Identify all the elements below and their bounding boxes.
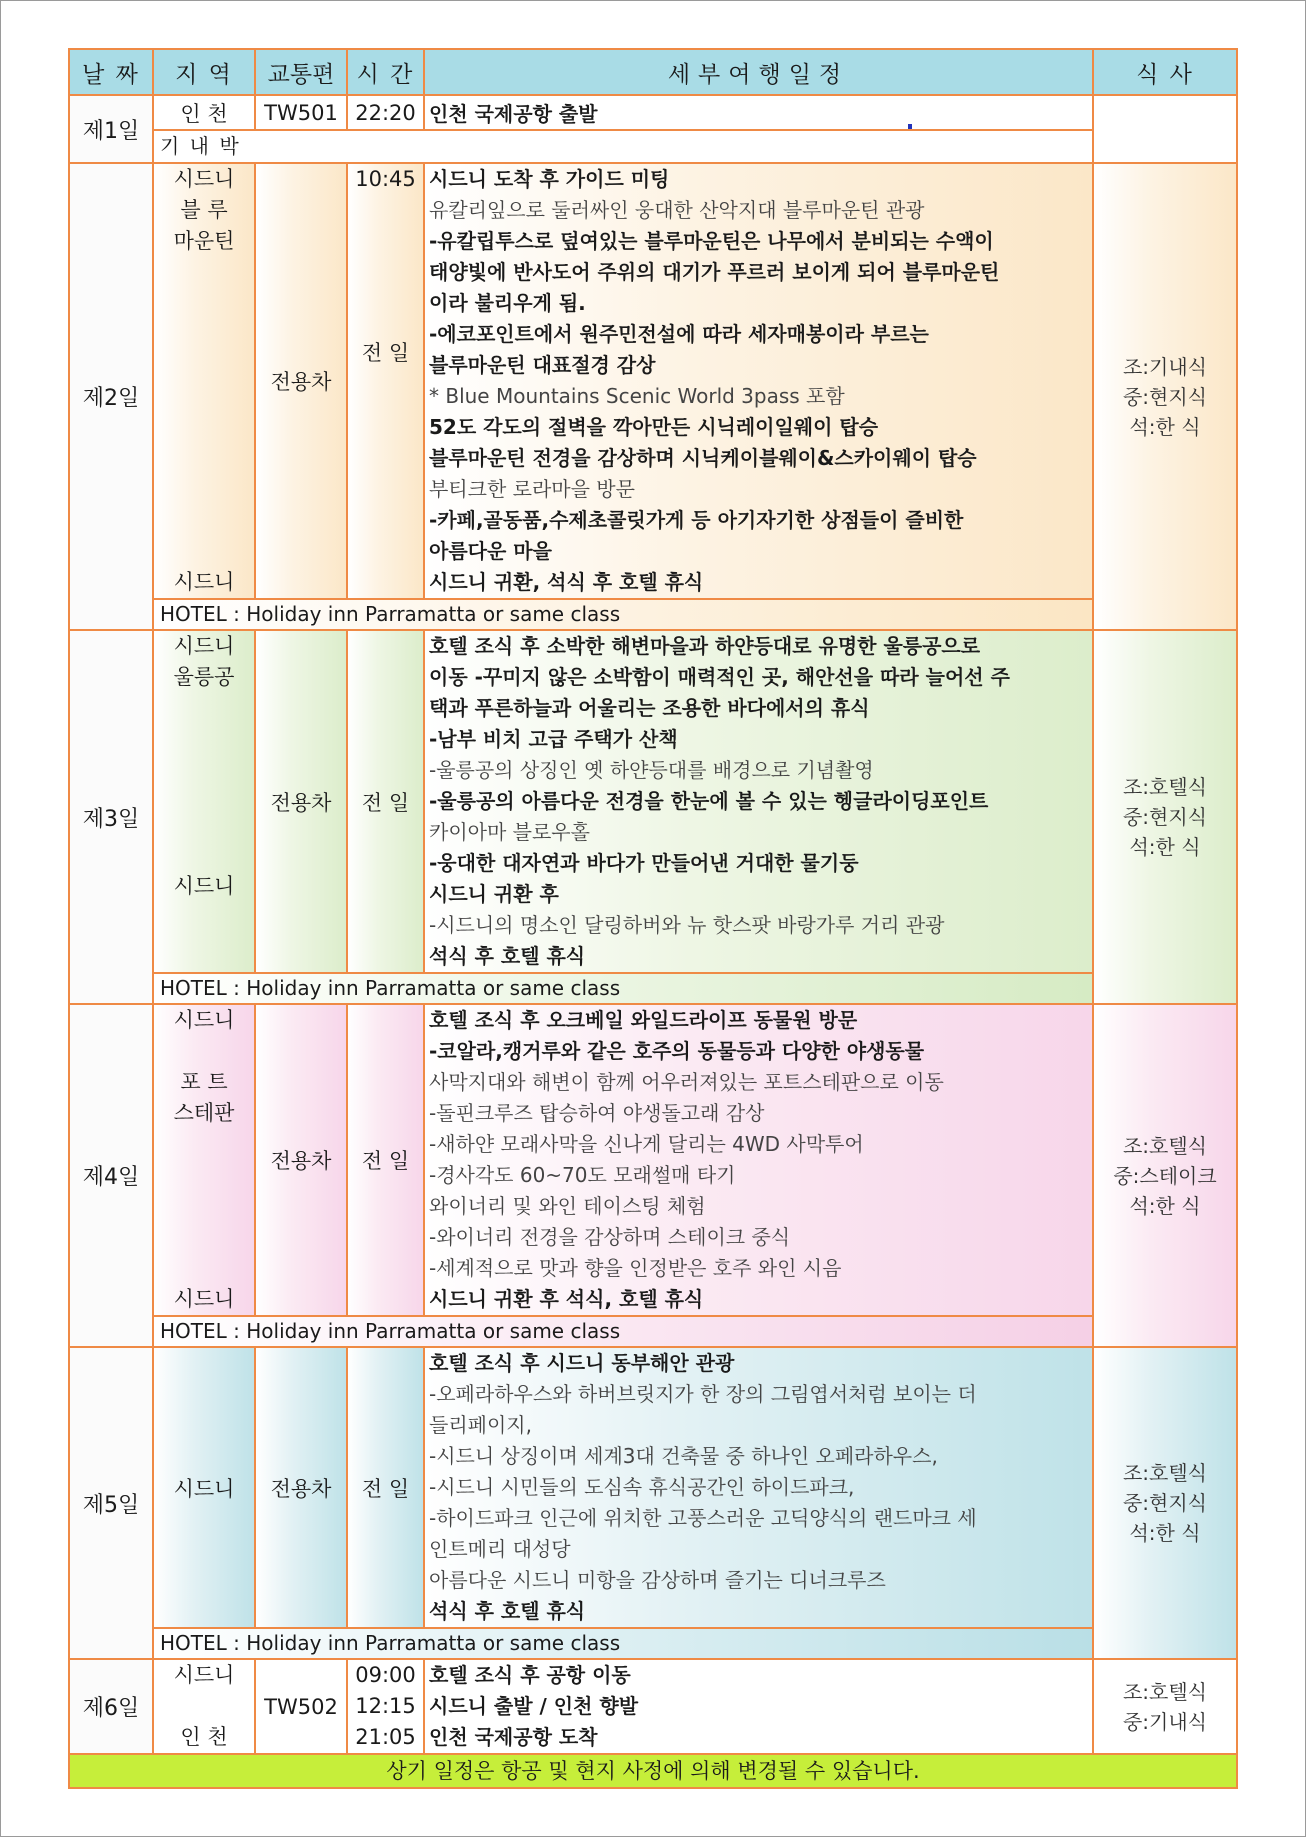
day6-row xyxy=(69,1659,1237,1754)
header-region: 지 역 xyxy=(153,49,255,95)
day3-line: 호텔 조식 후 소박한 해변마을과 하얀등대로 유명한 울릉공으로 xyxy=(429,634,981,658)
day5-line: 인트메리 대성당 xyxy=(429,1537,571,1561)
day4-meal xyxy=(1093,1004,1237,1347)
day6-label: 제6일 xyxy=(69,1659,153,1754)
day6-time: 09:00 xyxy=(355,1663,416,1687)
day2-time xyxy=(347,163,424,599)
day1-sleep: 기 내 박 xyxy=(153,130,1093,163)
day6-time: 21:05 xyxy=(355,1725,416,1749)
day2-meal-lunch: 중:현지식 xyxy=(1122,384,1208,409)
day5-hotel: HOTEL : Holiday inn Parramatta or same class xyxy=(153,1628,1093,1659)
day1-row xyxy=(69,95,1237,130)
day6-region-3: 인 천 xyxy=(180,1725,228,1749)
day6-region xyxy=(153,1659,255,1754)
day2-region xyxy=(153,163,255,599)
day3-line: -웅대한 대자연과 바다가 만들어낸 거대한 물기둥 xyxy=(429,851,859,875)
day3-row xyxy=(69,630,1237,973)
day1-time: 22:20 xyxy=(347,95,424,130)
day6-line: 호텔 조식 후 공항 이동 xyxy=(429,1663,631,1687)
day4-line: -경사각도 60~70도 모래썰매 타기 xyxy=(429,1163,736,1187)
day4-line: 시드니 귀환 후 석식, 호텔 휴식 xyxy=(429,1287,704,1311)
day3-region-2: 울릉공 xyxy=(173,665,235,689)
day5-line: 석식 후 호텔 휴식 xyxy=(429,1599,586,1623)
day2-row xyxy=(69,163,1237,599)
day4-hotel-row xyxy=(69,1316,1237,1347)
header-meal: 식 사 xyxy=(1093,49,1237,95)
day2-transport: 전용차 xyxy=(255,163,347,599)
day3-meal-breakfast: 조:호텔식 xyxy=(1122,775,1208,799)
day4-hotel: HOTEL : Holiday inn Parramatta or same class xyxy=(153,1316,1093,1347)
day3-region-end: 시드니 xyxy=(173,874,235,898)
day2-line: 부티크한 로라마을 방문 xyxy=(429,477,635,501)
day3-line: 이동 -꾸미지 않은 소박함이 매력적인 곳, 해안선을 따라 늘어선 주 xyxy=(429,665,1010,689)
day2-region-1: 시드니 xyxy=(173,167,235,191)
day3-meal-dinner: 석:한 식 xyxy=(1129,835,1201,859)
day1-sleep-row xyxy=(69,130,1237,163)
day6-times xyxy=(347,1659,424,1754)
day5-meal-lunch: 중:현지식 xyxy=(1122,1491,1208,1515)
day4-line: -와이너리 전경을 감상하며 스테이크 중식 xyxy=(429,1225,791,1249)
notice-text: 상기 일정은 항공 및 현지 사정에 의해 변경될 수 있습니다. xyxy=(69,1754,1237,1788)
day5-time: 전 일 xyxy=(347,1347,424,1628)
day4-region-1: 시드니 xyxy=(173,1008,235,1032)
day2-line: 시드니 도착 후 가이드 미팅 xyxy=(429,167,670,191)
day2-line: 블루마운틴 대표절경 감상 xyxy=(429,353,656,377)
day4-line: 호텔 조식 후 오크베일 와일드라이프 동물원 방문 xyxy=(429,1008,858,1032)
day5-detail xyxy=(424,1347,1093,1628)
day5-label: 제5일 xyxy=(69,1347,153,1659)
day2-line: 시드니 귀환, 석식 후 호텔 휴식 xyxy=(429,570,704,594)
day2-hotel-row xyxy=(69,599,1237,630)
day5-line: -시드니 상징이며 세계3대 건축물 중 하나인 오페라하우스, xyxy=(429,1444,938,1468)
day3-line: 시드니 귀환 후 xyxy=(429,882,559,906)
day1-region: 인 천 xyxy=(153,95,255,130)
day3-time: 전 일 xyxy=(347,630,424,973)
day5-line: 아름다운 시드니 미항을 감상하며 즐기는 디너크루즈 xyxy=(429,1568,886,1592)
itinerary-table xyxy=(68,48,1238,1789)
day1-flight: TW501 xyxy=(255,95,347,130)
day4-time: 전 일 xyxy=(347,1004,424,1316)
day6-time: 12:15 xyxy=(355,1694,416,1718)
day4-region-3: 포 트 xyxy=(180,1070,228,1094)
day6-line: 시드니 출발 / 인천 향발 xyxy=(429,1694,639,1718)
day4-line: 사막지대와 해변이 함께 어우러져있는 포트스테판으로 이동 xyxy=(429,1070,944,1094)
header-transport: 교통편 xyxy=(255,49,347,95)
day3-line: -울릉공의 상징인 옛 하얀등대를 배경으로 기념촬영 xyxy=(429,758,874,782)
header-detail: 세부여행일정 xyxy=(424,49,1093,95)
day4-line: -세계적으로 맛과 향을 인정받은 호주 와인 시음 xyxy=(429,1256,842,1280)
day2-meal-breakfast: 조:기내식 xyxy=(1122,354,1208,379)
day1-label: 제1일 xyxy=(69,95,153,163)
day4-region xyxy=(153,1004,255,1316)
day2-line: -카페,골동품,수제초콜릿가게 등 아기자기한 상점들이 즐비한 xyxy=(429,508,964,532)
day2-line: * Blue Mountains Scenic World 3pass 포함 xyxy=(429,384,845,408)
day4-region-2 xyxy=(154,1036,254,1067)
day4-label: 제4일 xyxy=(69,1004,153,1347)
day4-detail xyxy=(424,1004,1093,1316)
day2-line: 아름다운 마을 xyxy=(429,539,552,563)
day5-meal-breakfast: 조:호텔식 xyxy=(1122,1461,1208,1485)
day3-region-1: 시드니 xyxy=(173,634,235,658)
day2-region-end: 시드니 xyxy=(173,570,235,594)
day2-region-2: 블 루 xyxy=(180,198,228,222)
day4-row xyxy=(69,1004,1237,1316)
header-date: 날 짜 xyxy=(69,49,153,95)
day5-line: 들리페이지, xyxy=(429,1413,532,1437)
day4-line: 와이너리 및 와인 테이스팅 체험 xyxy=(429,1194,706,1218)
day5-meal-dinner: 석:한 식 xyxy=(1129,1521,1201,1545)
day5-line: 호텔 조식 후 시드니 동부해안 관광 xyxy=(429,1351,735,1375)
day4-meal-breakfast: 조:호텔식 xyxy=(1122,1133,1208,1158)
day2-time-allday: 전 일 xyxy=(361,341,410,365)
day4-line: -돌핀크루즈 탑승하여 야생돌고래 감상 xyxy=(429,1101,765,1125)
day2-region-3: 마운틴 xyxy=(173,229,235,253)
day5-row xyxy=(69,1347,1237,1628)
day5-transport: 전용차 xyxy=(255,1347,347,1628)
day3-hotel-row xyxy=(69,973,1237,1004)
day3-detail xyxy=(424,630,1093,973)
day4-meal-dinner: 석:한 식 xyxy=(1129,1193,1201,1218)
day4-line: -코알라,캥거루와 같은 호주의 동물등과 다양한 야생동물 xyxy=(429,1039,925,1063)
day6-region-2 xyxy=(154,1691,254,1722)
day5-meal xyxy=(1093,1347,1237,1659)
day2-line: 유칼리잎으로 둘러싸인 웅대한 산악지대 블루마운틴 관광 xyxy=(429,198,925,222)
day2-detail xyxy=(424,163,1093,599)
day4-meal-lunch: 중:스테이크 xyxy=(1113,1163,1217,1188)
day4-line: -새하얀 모래사막을 신나게 달리는 4WD 사막투어 xyxy=(429,1132,864,1156)
day6-detail xyxy=(424,1659,1093,1754)
day4-transport: 전용차 xyxy=(255,1004,347,1316)
day2-line: -에코포인트에서 원주민전설에 따라 세자매봉이라 부르는 xyxy=(429,322,929,346)
day6-flight: TW502 xyxy=(255,1659,347,1754)
day6-meal xyxy=(1093,1659,1237,1754)
header-time: 시 간 xyxy=(347,49,424,95)
day4-region-end: 시드니 xyxy=(173,1287,235,1311)
day5-line: -오페라하우스와 하버브릿지가 한 장의 그림엽서처럼 보이는 더 xyxy=(429,1382,977,1406)
day2-line: 52도 각도의 절벽을 깍아만든 시닉레이일웨이 탑승 xyxy=(429,415,879,439)
day3-line: -시드니의 명소인 달링하버와 뉴 핫스팟 바랑가루 거리 관광 xyxy=(429,913,945,937)
day5-line: -하이드파크 인근에 위치한 고풍스러운 고딕양식의 랜드마크 세 xyxy=(429,1506,977,1530)
day6-meal-lunch: 중:기내식 xyxy=(1122,1709,1208,1734)
day3-line: 택과 푸른하늘과 어울리는 조용한 바다에서의 휴식 xyxy=(429,696,870,720)
day3-line: -남부 비치 고급 주택가 산책 xyxy=(429,727,678,751)
day1-meal xyxy=(1093,95,1237,163)
day3-hotel: HOTEL : Holiday inn Parramatta or same class xyxy=(153,973,1093,1004)
header-row xyxy=(69,49,1237,95)
day2-line: 태양빛에 반사도어 주위의 대기가 푸르러 보이게 되어 블루마운틴 xyxy=(429,260,1000,284)
day3-line: 카이아마 블로우홀 xyxy=(429,820,590,844)
day6-region-1: 시드니 xyxy=(173,1663,235,1687)
day6-line: 인천 국제공항 도착 xyxy=(429,1725,598,1749)
day3-meal xyxy=(1093,630,1237,1004)
day2-line: -유칼립투스로 덮여있는 블루마운틴은 나무에서 분비되는 수액이 xyxy=(429,229,994,253)
day5-hotel-row xyxy=(69,1628,1237,1659)
day2-meal xyxy=(1093,163,1237,630)
day1-detail: 인천 국제공항 출발 xyxy=(424,95,1093,130)
day3-line: -울릉공의 아름다운 전경을 한눈에 볼 수 있는 헹글라이딩포인트 xyxy=(429,789,989,813)
day2-line: 블루마운틴 전경을 감상하며 시닉케이블웨이&스카이웨이 탑승 xyxy=(429,446,977,470)
notice-row xyxy=(69,1754,1237,1788)
day4-region-4: 스테판 xyxy=(173,1101,235,1125)
day6-meal-breakfast: 조:호텔식 xyxy=(1122,1679,1208,1704)
day2-meal-dinner: 석:한 식 xyxy=(1129,414,1201,439)
day5-region: 시드니 xyxy=(153,1347,255,1628)
day2-line: 이라 불리우게 됨. xyxy=(429,291,586,315)
day3-line: 석식 후 호텔 휴식 xyxy=(429,944,586,968)
day3-transport: 전용차 xyxy=(255,630,347,973)
day3-meal-lunch: 중:현지식 xyxy=(1122,805,1208,829)
day2-time-first: 10:45 xyxy=(355,167,416,191)
day3-region xyxy=(153,630,255,973)
day5-line: -시드니 시민들의 도심속 휴식공간인 하이드파크, xyxy=(429,1475,855,1499)
day3-label: 제3일 xyxy=(69,630,153,1004)
day2-label: 제2일 xyxy=(69,163,153,630)
day2-hotel: HOTEL : Holiday inn Parramatta or same class xyxy=(153,599,1093,630)
